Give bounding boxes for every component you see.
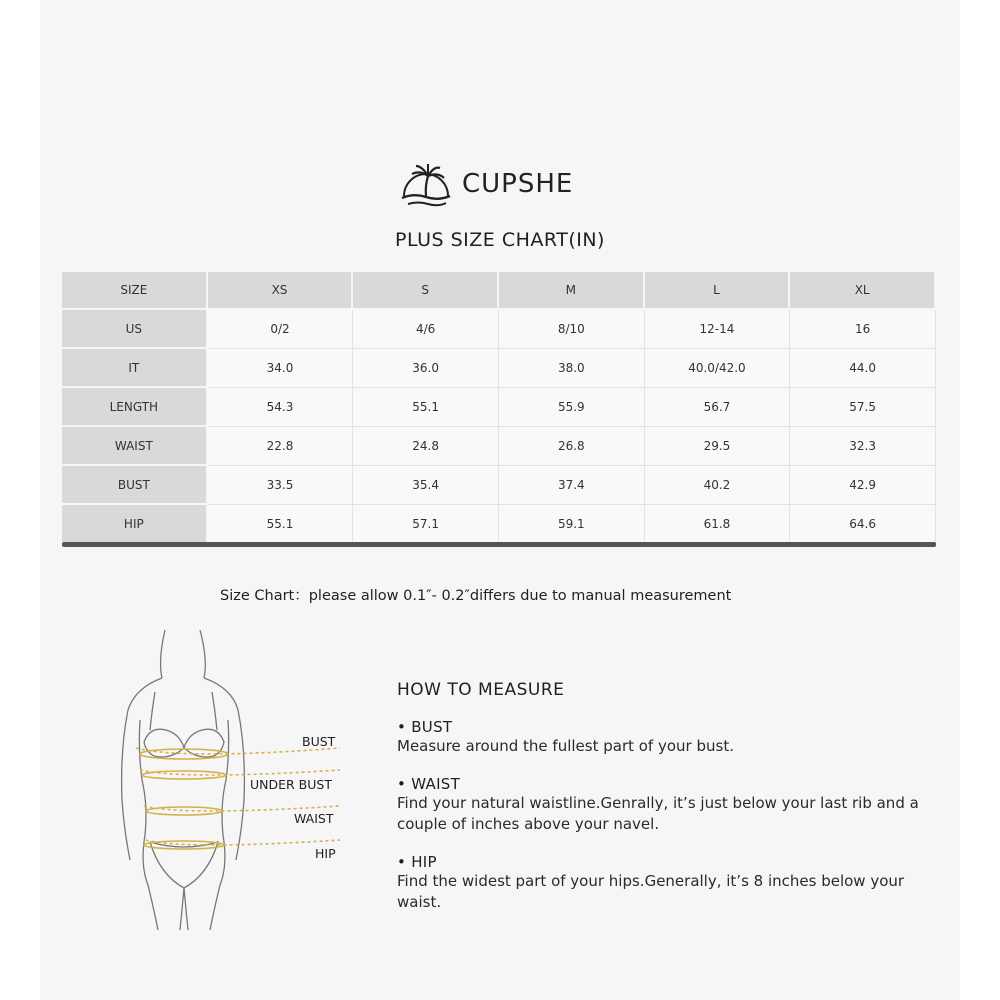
- table-row: [62, 427, 936, 466]
- measure-description: Find the widest part of your hips.Generally, it’s 8 inches below your waist.: [397, 872, 905, 911]
- table-cell: 33.5: [208, 466, 354, 505]
- column-header-cell: XL: [790, 272, 936, 310]
- column-header-cell: L: [645, 272, 791, 310]
- table-cell: 4/6: [353, 310, 499, 349]
- table-cell: 26.8: [499, 427, 645, 466]
- table-cell: 29.5: [645, 427, 791, 466]
- how-to-measure-title: HOW TO MEASURE: [397, 680, 565, 700]
- figure-label-bust: BUST: [302, 734, 336, 749]
- measure-heading: • BUST: [397, 718, 453, 736]
- measurement-note: Size Chart：please allow 0.1″- 0.2″differs due to manual measurement: [220, 588, 732, 604]
- table-row: [62, 505, 936, 544]
- table-bottom-bar: [62, 542, 936, 547]
- table-cell: 57.5: [790, 388, 936, 427]
- table-cell: 55.1: [208, 505, 354, 544]
- table-cell: 61.8: [645, 505, 791, 544]
- row-label-cell: BUST: [62, 466, 208, 505]
- column-header-cell: XS: [208, 272, 354, 310]
- brand-logo: [398, 158, 573, 210]
- table-cell: 35.4: [353, 466, 499, 505]
- table-cell: 38.0: [499, 349, 645, 388]
- table-cell: 56.7: [645, 388, 791, 427]
- table-cell: 32.3: [790, 427, 936, 466]
- table-cell: 8/10: [499, 310, 645, 349]
- table-cell: 37.4: [499, 466, 645, 505]
- row-label-cell: SIZE: [62, 272, 208, 310]
- row-label-cell: HIP: [62, 505, 208, 544]
- table-cell: 64.6: [790, 505, 936, 544]
- table-cell: 59.1: [499, 505, 645, 544]
- column-header-cell: M: [499, 272, 645, 310]
- table-cell: 54.3: [208, 388, 354, 427]
- chart-title: PLUS SIZE CHART(IN): [395, 229, 605, 251]
- figure-label-under-bust: UNDER BUST: [250, 777, 332, 792]
- palm-island-icon: [398, 158, 454, 210]
- table-row: [62, 466, 936, 505]
- table-cell: 44.0: [790, 349, 936, 388]
- brand-name: CUPSHE: [462, 169, 574, 199]
- table-cell: 55.1: [353, 388, 499, 427]
- table-cell: 22.8: [208, 427, 354, 466]
- row-label-cell: LENGTH: [62, 388, 208, 427]
- measure-item-waist: [397, 775, 937, 835]
- row-label-cell: WAIST: [62, 427, 208, 466]
- row-label-cell: IT: [62, 349, 208, 388]
- table-cell: 24.8: [353, 427, 499, 466]
- table-cell: 34.0: [208, 349, 354, 388]
- size-chart-table: [62, 272, 936, 544]
- table-cell: 40.2: [645, 466, 791, 505]
- table-cell: 0/2: [208, 310, 354, 349]
- measure-item-hip: [397, 853, 937, 913]
- figure-label-waist: WAIST: [294, 811, 334, 826]
- table-cell: 16: [790, 310, 936, 349]
- table-cell: 12-14: [645, 310, 791, 349]
- measure-description: Measure around the fullest part of your bust.: [397, 737, 734, 755]
- table-row: [62, 388, 936, 427]
- body-measurement-figure: [100, 630, 360, 930]
- figure-label-hip: HIP: [315, 846, 336, 861]
- table-row: [62, 349, 936, 388]
- measure-heading: • WAIST: [397, 775, 461, 793]
- table-cell: 40.0/42.0: [645, 349, 791, 388]
- measure-heading: • HIP: [397, 853, 437, 871]
- measure-description: Find your natural waistline.Genrally, it’s just below your last rib and a couple of inches above your navel.: [397, 794, 919, 833]
- table-cell: 57.1: [353, 505, 499, 544]
- table-cell: 36.0: [353, 349, 499, 388]
- measure-item-bust: [397, 718, 937, 757]
- column-header-cell: S: [353, 272, 499, 310]
- how-to-measure-section: [397, 680, 937, 931]
- row-label-cell: US: [62, 310, 208, 349]
- table-header-row: [62, 272, 936, 310]
- table-cell: 55.9: [499, 388, 645, 427]
- table-cell: 42.9: [790, 466, 936, 505]
- table-row: [62, 310, 936, 349]
